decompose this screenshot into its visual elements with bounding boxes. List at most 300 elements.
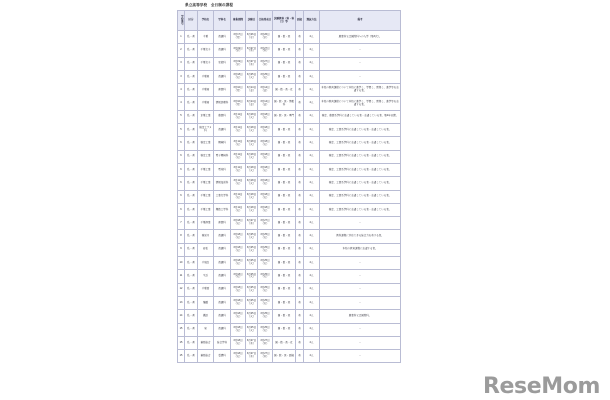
row-cell-course-name: 普通科 [214, 270, 231, 283]
row-cell-selection-method: 4人 [304, 296, 320, 309]
row-cell-interview: 有 [296, 203, 304, 216]
row-cell-result-date: 3月18日（火） [258, 177, 273, 190]
row-cell-application-period: 3月18日（火） [231, 283, 246, 296]
row-cell-interview: 有 [296, 110, 304, 123]
row-cell-remarks: － [320, 57, 401, 70]
row-cell-kubun: 私・県 [185, 57, 198, 70]
row-cell-selection-method: 4人 [304, 97, 320, 110]
row-cell-exam-subjects: 国・数・英・社 [273, 336, 296, 349]
row-cell-course-name: 総合学科 [214, 336, 231, 349]
row-cell-interview: 有 [296, 70, 304, 83]
row-cell-exam-subjects: 国・数・英 [273, 150, 296, 163]
row-cell-course-name: 普通科 [214, 310, 231, 323]
column-header-school-number [178, 11, 185, 31]
row-cell-school-name: 千城台 [198, 257, 214, 270]
row-cell-course-name: 家政科 [214, 57, 231, 70]
row-cell-application-period: 3月18日（火） [231, 336, 246, 349]
row-cell-selection-method: 4人 [304, 270, 320, 283]
row-cell-exam-date: 3月27日（木） [246, 350, 258, 363]
row-cell-exam-date: 3月25日（火） [246, 283, 258, 296]
row-cell-selection-method: 4人 [304, 44, 320, 57]
column-header-remarks: 備考 [320, 11, 401, 31]
row-cell-application-period: 3月11日（火） [231, 177, 246, 190]
row-cell-interview: 有 [296, 257, 304, 270]
row-cell-course-name: 普通科 [214, 230, 231, 243]
row-cell-exam-subjects: 国・数・英 [273, 190, 296, 203]
row-cell-result-date: 3月27日（木） [258, 57, 273, 70]
row-cell-remarks: 教科課程に対応できる総合力を有する者。 [320, 230, 401, 243]
row-cell-exam-date: 3月18日（火） [246, 150, 258, 163]
row-cell-remarks: 検定、工業系学科に志望している者・志望している者。 [320, 203, 401, 216]
document-body [175, 0, 403, 363]
row-cell-exam-subjects: 国・数・英 [273, 217, 296, 230]
row-cell-application-period: 3月18日（火） [231, 230, 246, 243]
row-cell-selection-method: 4人 [304, 217, 320, 230]
row-cell-remarks: － [320, 257, 401, 270]
row-cell-exam-date: 3月25日（火） [246, 296, 258, 309]
row-cell-result-date: 3月25日（火） [258, 230, 273, 243]
row-cell-school-number: 15 [178, 350, 185, 363]
row-cell-exam-date: 3月18日（火） [246, 190, 258, 203]
row-cell-application-period: 3月11日（火） [231, 203, 246, 216]
column-header-selection-method: 選抜方法 [304, 11, 320, 31]
row-cell-school-number: 4 [178, 97, 185, 110]
row-cell-exam-date: 3月18日（火） [246, 203, 258, 216]
row-cell-application-period: 3月11日（火） [231, 124, 246, 137]
table-row [178, 217, 401, 230]
row-cell-application-period: 3月11日（火） [231, 163, 246, 176]
row-cell-exam-subjects: 国・数・英 [273, 70, 296, 83]
row-cell-interview: 有 [296, 350, 304, 363]
row-cell-school-name: 検定工アメ科 [198, 124, 214, 137]
row-cell-application-period: 3月11日（火） [231, 150, 246, 163]
row-cell-result-date: 3月27日（木） [258, 336, 273, 349]
row-cell-school-number: 6 [178, 190, 185, 203]
row-cell-exam-date: 3月26日（水） [246, 31, 258, 44]
row-cell-interview: 有 [296, 163, 304, 176]
row-cell-result-date: 3月25日（火） [258, 257, 273, 270]
row-cell-course-name: 普通科 [214, 257, 231, 270]
row-cell-selection-method: 4人 [304, 203, 320, 216]
row-cell-remarks: － [320, 70, 401, 83]
row-cell-result-date: 3月18日（火） [258, 110, 273, 123]
row-cell-kubun: 私・県 [185, 124, 198, 137]
table-row [178, 177, 401, 190]
row-cell-exam-date: 3月25日（火） [246, 257, 258, 270]
row-cell-school-name: 検定工業 [198, 137, 214, 150]
row-cell-kubun: 私・県 [185, 203, 198, 216]
row-cell-exam-date: 3月27日（木） [246, 44, 258, 57]
row-cell-selection-method: 4人 [304, 243, 320, 256]
row-cell-school-name: 幕張総合 [198, 350, 214, 363]
row-cell-kubun: 私・県 [185, 110, 198, 123]
row-cell-interview: 有 [296, 44, 304, 57]
column-header-exam-subjects: 試験教科（科・科目）等 [273, 11, 296, 31]
row-cell-exam-subjects: 国・数・英 [273, 57, 296, 70]
row-cell-school-name: 検定工業 [198, 150, 214, 163]
row-cell-kubun: 私・県 [185, 230, 198, 243]
row-cell-interview: 有 [296, 124, 304, 137]
row-cell-result-date: 3月14日（金） [258, 84, 273, 97]
row-cell-school-number: 11 [178, 270, 185, 283]
row-cell-application-period: 3月18日（火） [231, 350, 246, 363]
row-cell-selection-method: 4人 [304, 84, 320, 97]
row-cell-exam-subjects: 国・数・英 [273, 270, 296, 283]
row-cell-result-date: 3月25日（火） [258, 323, 273, 336]
table-row [178, 203, 401, 216]
row-cell-exam-date: 3月25日（火） [246, 310, 258, 323]
row-cell-exam-subjects: 国・数・英 [273, 177, 296, 190]
row-cell-exam-subjects: 国・数・英・社 [273, 84, 296, 97]
row-cell-selection-method: 4人 [304, 177, 320, 190]
row-cell-selection-method: 4人 [304, 350, 320, 363]
row-cell-interview: 有 [296, 230, 304, 243]
row-cell-interview: 有 [296, 190, 304, 203]
row-cell-interview: 有 [296, 217, 304, 230]
row-cell-selection-method: 4人 [304, 323, 320, 336]
row-cell-result-date: 3月26日（水） [258, 31, 273, 44]
row-cell-school-name: 千葉女子 [198, 44, 214, 57]
row-cell-school-name: 検見川 [198, 230, 214, 243]
row-cell-school-number: 3 [178, 57, 185, 70]
row-cell-kubun: 私・県 [185, 163, 198, 176]
row-cell-exam-date: 3月14日（金） [246, 84, 258, 97]
row-cell-exam-subjects: 国・数・英 [273, 137, 296, 150]
row-cell-exam-subjects: 国・数・英 [273, 230, 296, 243]
row-cell-interview: 有 [296, 84, 304, 97]
row-cell-school-number: 15 [178, 336, 185, 349]
row-cell-course-name: 商業科 [214, 84, 231, 97]
row-cell-course-name: 普通科 [214, 44, 231, 57]
row-cell-exam-date: 3月25日（火） [246, 230, 258, 243]
row-cell-interview: 有 [296, 150, 304, 163]
row-cell-course-name: 普通科 [214, 70, 231, 83]
row-cell-exam-date: 3月25日（火） [246, 70, 258, 83]
row-cell-selection-method: 4人 [304, 190, 320, 203]
row-cell-school-name: 磯辺 [198, 310, 214, 323]
column-header-school-number-label: 学校番号 [180, 14, 184, 25]
row-cell-kubun: 私・県 [185, 257, 198, 270]
row-cell-course-name: 工業化学科 [214, 190, 231, 203]
row-cell-exam-subjects: 国・数・英・専門 [273, 110, 296, 123]
row-cell-school-name: 千葉工業 [198, 203, 214, 216]
row-cell-school-number: 15 [178, 323, 185, 336]
row-cell-kubun: 私・県 [185, 350, 198, 363]
row-cell-interview: 有 [296, 97, 304, 110]
table-row [178, 190, 401, 203]
row-cell-school-number: 7 [178, 217, 185, 230]
row-cell-application-period: 3月18日（火） [231, 257, 246, 270]
row-cell-remarks: 本校の教育課程に志望する者。 [320, 243, 401, 256]
row-cell-kubun: 私・県 [185, 310, 198, 323]
admissions-schedule-table [177, 10, 401, 363]
row-cell-application-period: 3月19日（水） [231, 57, 246, 70]
row-cell-application-period: 3月11日（火） [231, 137, 246, 150]
table-header [178, 11, 401, 31]
row-cell-interview: 有 [296, 296, 304, 309]
row-cell-remarks: － [320, 323, 401, 336]
row-cell-school-name: 千葉南 [198, 97, 214, 110]
row-cell-school-number: 5 [178, 110, 185, 123]
row-cell-school-number: 2 [178, 44, 185, 57]
row-cell-course-name: 電子機械科 [214, 150, 231, 163]
row-cell-exam-subjects: 国・数・英・情報科 [273, 97, 296, 110]
row-cell-remarks: 検定、農業系学科に志望している者・志望している者、第2年以降。 [320, 110, 401, 123]
table-row [178, 84, 401, 97]
row-cell-application-period: 3月18日（火） [231, 270, 246, 283]
row-cell-selection-method: 4人 [304, 70, 320, 83]
row-cell-exam-date: 3月27日（木） [246, 57, 258, 70]
row-cell-result-date: 3月18日（火） [258, 150, 273, 163]
row-cell-course-name: 農業科 [214, 110, 231, 123]
row-cell-result-date: 3月25日（火） [258, 270, 273, 283]
row-cell-remarks: － [320, 283, 401, 296]
row-cell-interview: 有 [296, 177, 304, 190]
column-header-interview: 面接 [296, 11, 304, 31]
table-row [178, 323, 401, 336]
row-cell-exam-subjects: 国・数・英 [273, 283, 296, 296]
table-row [178, 283, 401, 296]
row-cell-selection-method: 4人 [304, 150, 320, 163]
row-cell-kubun: 私・県 [185, 84, 198, 97]
row-cell-selection-method: 4人 [304, 110, 320, 123]
row-cell-course-name: 普通科 [214, 296, 231, 309]
row-cell-result-date: 3月25日（火） [258, 296, 273, 309]
row-cell-result-date: 3月18日（火） [258, 203, 273, 216]
row-cell-course-name: 情報処理科 [214, 97, 231, 110]
row-cell-selection-method: 4人 [304, 283, 320, 296]
row-cell-kubun: 私・県 [185, 217, 198, 230]
row-cell-remarks: － [320, 44, 401, 57]
table-row [178, 110, 401, 123]
row-cell-exam-date: 3月25日（火） [246, 243, 258, 256]
table-row [178, 230, 401, 243]
row-cell-school-name: 千葉工業 [198, 177, 214, 190]
row-cell-exam-subjects: 国・数・英 [273, 203, 296, 216]
row-cell-result-date: 3月18日（火） [258, 124, 273, 137]
page-title: 県立高等学校 全日制の課程 [185, 3, 234, 7]
row-cell-interview: 有 [296, 336, 304, 349]
row-cell-course-name: 理数工学科 [214, 203, 231, 216]
row-cell-school-number: 6 [178, 203, 185, 216]
row-cell-kubun: 私・県 [185, 190, 198, 203]
row-cell-application-period: 3月18日（火） [231, 310, 246, 323]
column-header-result-date: 合格発表日 [258, 11, 273, 31]
row-cell-exam-subjects: 国・数・英 [273, 323, 296, 336]
row-cell-school-name: 犢橋 [198, 296, 214, 309]
row-cell-course-name: 電気科 [214, 163, 231, 176]
row-cell-result-date: 3月25日（火） [258, 243, 273, 256]
row-cell-selection-method: 4人 [304, 57, 320, 70]
row-cell-selection-method: 4人 [304, 137, 320, 150]
row-cell-selection-method: 4人 [304, 310, 320, 323]
row-cell-result-date: 3月18日（火） [258, 137, 273, 150]
row-cell-exam-date: 3月25日（火） [246, 270, 258, 283]
row-cell-result-date: 3月14日（金） [258, 97, 273, 110]
row-cell-school-number: 6 [178, 137, 185, 150]
row-cell-kubun: 私・県 [185, 323, 198, 336]
row-cell-exam-date: 3月18日（火） [246, 124, 258, 137]
column-header-application-period: 募集期間 [231, 11, 246, 31]
row-cell-school-name: 千葉西 [198, 283, 214, 296]
row-cell-remarks: － [320, 217, 401, 230]
row-cell-kubun: 私・県 [185, 31, 198, 44]
row-cell-interview: 有 [296, 283, 304, 296]
row-cell-result-date: 3月18日（火） [258, 163, 273, 176]
table-row [178, 57, 401, 70]
row-cell-school-number: 6 [178, 150, 185, 163]
row-cell-remarks: 検定、工業系学科に志望している者・志望している者。 [320, 150, 401, 163]
row-cell-school-number: 5 [178, 124, 185, 137]
row-cell-remarks: 検定、工業系学科に志望している者・志望している者。 [320, 190, 401, 203]
row-cell-remarks: 検定、工業系学科に志望している者・志望している者。 [320, 124, 401, 137]
row-cell-school-name: 若松 [198, 243, 214, 256]
row-cell-kubun: 私・県 [185, 283, 198, 296]
row-cell-selection-method: 4人 [304, 336, 320, 349]
column-header-kubun: 区分 [185, 11, 198, 31]
row-cell-kubun: 私・県 [185, 97, 198, 110]
row-cell-result-date: 3月27日（木） [258, 44, 273, 57]
row-cell-school-number: 6 [178, 163, 185, 176]
row-cell-course-name: 普通科 [214, 31, 231, 44]
row-cell-exam-date: 3月18日（火） [246, 163, 258, 176]
row-cell-application-period: 3月10日（月） [231, 84, 246, 97]
row-cell-application-period: 3月11日（火） [231, 110, 246, 123]
table-row [178, 257, 401, 270]
row-cell-school-number: 14 [178, 310, 185, 323]
row-cell-selection-method: 4人 [304, 230, 320, 243]
row-cell-kubun: 私・県 [185, 336, 198, 349]
row-cell-school-number: 3 [178, 70, 185, 83]
row-cell-school-name: 千葉工業 [198, 190, 214, 203]
row-cell-result-date: 3月27日（木） [258, 217, 273, 230]
row-cell-result-date: 3月25日（火） [258, 70, 273, 83]
row-cell-exam-subjects: 国・数・英 [273, 296, 296, 309]
row-cell-interview: 有 [296, 323, 304, 336]
row-cell-school-name: 幕張総合 [198, 336, 214, 349]
column-header-exam-date: 試験日 [246, 11, 258, 31]
row-cell-application-period: 3月10日（月） [231, 97, 246, 110]
table-row [178, 137, 401, 150]
row-cell-school-name: 千葉女子 [198, 57, 214, 70]
row-cell-exam-date: 3月27日（木） [246, 217, 258, 230]
row-cell-application-period: 3月11日（火） [231, 190, 246, 203]
row-cell-remarks: － [320, 270, 401, 283]
row-cell-course-name: 情報技術科 [214, 177, 231, 190]
row-cell-remarks: 本校の教育課程について本校に進学し、学習し、習得し、進学等を志望する者。 [320, 84, 401, 97]
row-cell-exam-subjects: 国・数・英 [273, 163, 296, 176]
row-cell-exam-date: 3月18日（火） [246, 110, 258, 123]
table-row [178, 97, 401, 110]
row-cell-result-date: 3月25日（火） [258, 310, 273, 323]
row-cell-interview: 有 [296, 57, 304, 70]
row-cell-school-name: 千葉東 [198, 70, 214, 83]
row-cell-kubun: 私・県 [185, 44, 198, 57]
row-cell-exam-date: 3月25日（火） [246, 323, 258, 336]
row-cell-kubun: 私・県 [185, 296, 198, 309]
row-cell-course-name: 普通科 [214, 243, 231, 256]
table-row [178, 31, 401, 44]
watermark-label: ReseMom [482, 374, 600, 399]
row-cell-remarks: － [320, 350, 401, 363]
row-cell-interview: 有 [296, 243, 304, 256]
table-row [178, 150, 401, 163]
row-cell-school-name: 千葉商業 [198, 217, 214, 230]
row-cell-school-name: 千葉 [198, 31, 214, 44]
table-row [178, 163, 401, 176]
row-cell-school-name: 泉 [198, 323, 214, 336]
row-cell-exam-date: 3月14日（金） [246, 97, 258, 110]
row-cell-kubun: 私・県 [185, 243, 198, 256]
header-row [178, 11, 401, 31]
row-cell-result-date: 3月27日（木） [258, 350, 273, 363]
table-row [178, 310, 401, 323]
row-cell-kubun: 私・県 [185, 150, 198, 163]
row-cell-kubun: 私・県 [185, 137, 198, 150]
table-row [178, 243, 401, 256]
row-cell-exam-date: 3月18日（火） [246, 177, 258, 190]
row-cell-course-name: 機械科 [214, 137, 231, 150]
row-cell-application-period: 3月18日（火） [231, 323, 246, 336]
row-cell-exam-subjects: 国・数・英 [273, 310, 296, 323]
row-cell-application-period: 3月18日（火） [231, 70, 246, 83]
row-cell-interview: 有 [296, 137, 304, 150]
row-cell-course-name: 普通科 [214, 283, 231, 296]
row-cell-remarks: 検定、工業系学科に志望している者・志望している者。 [320, 137, 401, 150]
table-row [178, 44, 401, 57]
row-cell-selection-method: 4人 [304, 257, 320, 270]
row-cell-school-number: 6 [178, 177, 185, 190]
row-cell-course-name: 普通科 [214, 124, 231, 137]
row-cell-result-date: 3月25日（火） [258, 283, 273, 296]
column-header-course-name: 学科名 [214, 11, 231, 31]
table-row [178, 296, 401, 309]
row-cell-school-name: 千葉工業 [198, 163, 214, 176]
table-row [178, 336, 401, 349]
row-cell-exam-subjects: 国・数・英・面接 [273, 350, 296, 363]
row-cell-selection-method: 4人 [304, 124, 320, 137]
table-row [178, 124, 401, 137]
row-cell-school-number: 8 [178, 230, 185, 243]
row-cell-selection-method: 4人 [304, 31, 320, 44]
row-cell-school-number: 10 [178, 257, 185, 270]
row-cell-course-name: 看護科 [214, 350, 231, 363]
row-cell-exam-subjects: 国・数・英 [273, 124, 296, 137]
row-cell-application-period: 3月17日（月） [231, 31, 246, 44]
row-cell-remarks: 本校の教育課程について本校に進学し、学習し、習得し、進学等を志望する者。 [320, 97, 401, 110]
row-cell-remarks: 農業科又は国際科への入学（第3次）。 [320, 31, 401, 44]
row-cell-school-name: 生浜 [198, 270, 214, 283]
table-row [178, 270, 401, 283]
row-cell-school-name: 千葉南 [198, 84, 214, 97]
row-cell-kubun: 私・県 [185, 270, 198, 283]
table-body [178, 31, 401, 363]
row-cell-application-period: 3月18日（火） [231, 296, 246, 309]
row-cell-school-number: 12 [178, 283, 185, 296]
column-header-school-name: 学校名 [198, 11, 214, 31]
row-cell-course-name: 商業科 [214, 217, 231, 230]
row-cell-application-period: 3月19日（水） [231, 44, 246, 57]
row-cell-result-date: 3月18日（火） [258, 190, 273, 203]
row-cell-exam-subjects: 国・数・英 [273, 243, 296, 256]
row-cell-school-number: 4 [178, 84, 185, 97]
row-cell-school-number: 13 [178, 296, 185, 309]
row-cell-remarks: － [320, 336, 401, 349]
row-cell-remarks: 検定、工業系学科に志望している者・志望している者。 [320, 163, 401, 176]
row-cell-interview: 有 [296, 270, 304, 283]
row-cell-exam-date: 3月18日（火） [246, 137, 258, 150]
row-cell-kubun: 私・県 [185, 70, 198, 83]
